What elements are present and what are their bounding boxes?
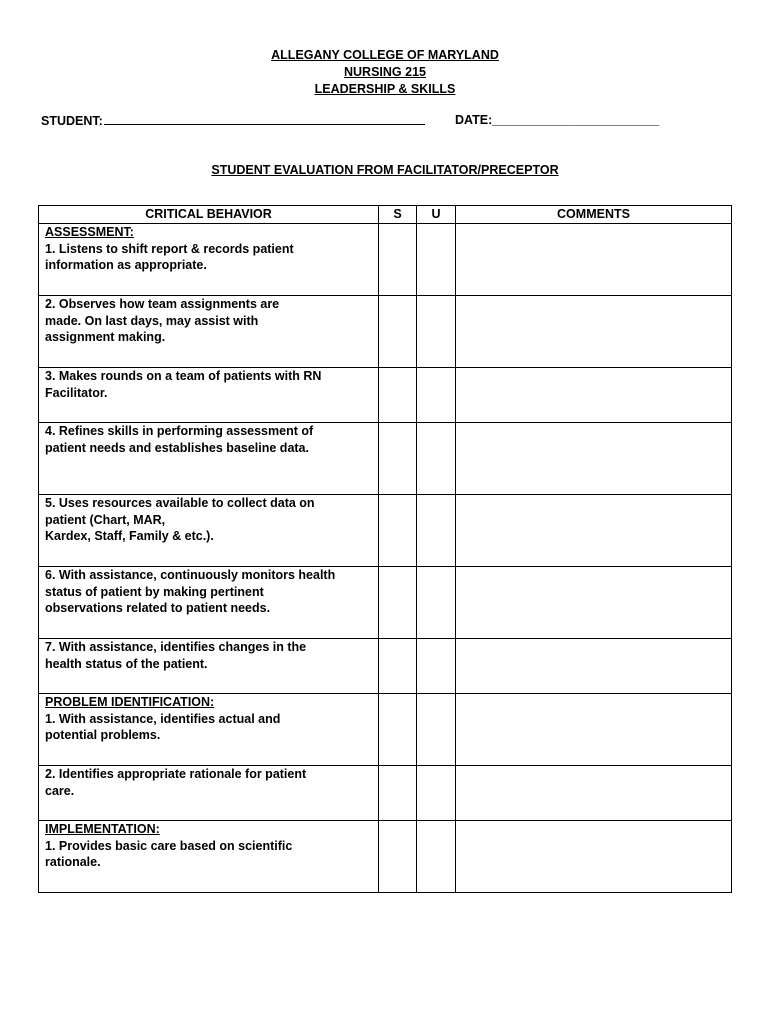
behavior-text: 1. Provides basic care based on scientific rationale. (45, 838, 293, 869)
s-cell[interactable] (379, 368, 417, 423)
s-cell[interactable] (379, 495, 417, 567)
document-header (0, 47, 770, 98)
comments-header: COMMENTS (456, 206, 732, 224)
s-cell[interactable] (379, 639, 417, 694)
u-cell[interactable] (417, 368, 456, 423)
critical-behavior-cell (39, 368, 379, 423)
s-cell[interactable] (379, 296, 417, 368)
behavior-text: 3. Makes rounds on a team of patients with RN Facilitator. (45, 369, 322, 400)
student-blank-line[interactable] (104, 113, 425, 125)
critical-behavior-cell (39, 766, 379, 821)
form-title: STUDENT EVALUATION FROM FACILITATOR/PRECEPTOR (211, 163, 559, 177)
table-row (39, 296, 732, 368)
date-label: DATE: (455, 113, 493, 127)
u-cell[interactable] (417, 423, 456, 495)
comments-cell[interactable] (456, 423, 732, 495)
critical-behavior-cell (39, 821, 379, 893)
u-cell[interactable] (417, 766, 456, 821)
comments-cell[interactable] (456, 766, 732, 821)
table-row (39, 567, 732, 639)
critical-behavior-cell (39, 639, 379, 694)
comments-cell[interactable] (456, 821, 732, 893)
u-cell[interactable] (417, 821, 456, 893)
comments-cell[interactable] (456, 495, 732, 567)
evaluation-table (38, 205, 732, 893)
behavior-text: 5. Uses resources available to collect data on patient (Chart, MAR, Kardex, Staff, Family & etc.). (45, 496, 315, 543)
s-cell[interactable] (379, 694, 417, 766)
critical-behavior-cell (39, 224, 379, 296)
table-row (39, 821, 732, 893)
behavior-text: 7. With assistance, identifies changes in the health status of the patient. (45, 640, 307, 671)
course-name: NURSING 215 (344, 65, 426, 79)
date-blank-line[interactable]: ________________________ (492, 113, 660, 127)
behavior-text: 2. Observes how team assignments are made. On last days, may assist with assignment making. (45, 297, 280, 344)
u-cell[interactable] (417, 224, 456, 296)
behavior-text: 2. Identifies appropriate rationale for patient care. (45, 767, 307, 798)
behavior-text: 1. With assistance, identifies actual and potential problems. (45, 711, 281, 742)
table-row (39, 639, 732, 694)
date-field (455, 113, 659, 127)
critical-behavior-cell (39, 423, 379, 495)
table-row (39, 368, 732, 423)
critical-behavior-cell (39, 296, 379, 368)
s-cell[interactable] (379, 224, 417, 296)
comments-cell[interactable] (456, 224, 732, 296)
u-header: U (417, 206, 456, 224)
table-row (39, 694, 732, 766)
s-header: S (379, 206, 417, 224)
behavior-text: 1. Listens to shift report & records patient information as appropriate. (45, 241, 294, 272)
course-subtitle: LEADERSHIP & SKILLS (314, 82, 456, 96)
section-heading: ASSESSMENT: (45, 225, 134, 239)
s-cell[interactable] (379, 423, 417, 495)
critical-behavior-cell (39, 495, 379, 567)
critical-behavior-cell (39, 694, 379, 766)
table-row (39, 224, 732, 296)
college-name: ALLEGANY COLLEGE OF MARYLAND (271, 48, 499, 62)
behavior-text: 6. With assistance, continuously monitors health status of patient by making pertinent observations related to patient needs. (45, 568, 336, 615)
critical-behavior-header: CRITICAL BEHAVIOR (39, 206, 379, 224)
comments-cell[interactable] (456, 296, 732, 368)
table-row (39, 766, 732, 821)
s-cell[interactable] (379, 766, 417, 821)
comments-cell[interactable] (456, 368, 732, 423)
behavior-text: 4. Refines skills in performing assessment of patient needs and establishes baseline data. (45, 424, 314, 455)
u-cell[interactable] (417, 296, 456, 368)
critical-behavior-cell (39, 567, 379, 639)
section-heading: IMPLEMENTATION: (45, 822, 160, 836)
table-row (39, 423, 732, 495)
comments-cell[interactable] (456, 567, 732, 639)
section-heading: PROBLEM IDENTIFICATION: (45, 695, 215, 709)
comments-cell[interactable] (456, 639, 732, 694)
u-cell[interactable] (417, 495, 456, 567)
table-row (39, 495, 732, 567)
student-field (41, 113, 425, 128)
u-cell[interactable] (417, 694, 456, 766)
s-cell[interactable] (379, 567, 417, 639)
s-cell[interactable] (379, 821, 417, 893)
u-cell[interactable] (417, 639, 456, 694)
comments-cell[interactable] (456, 694, 732, 766)
u-cell[interactable] (417, 567, 456, 639)
table-header-row (39, 206, 732, 224)
student-label: STUDENT: (41, 114, 103, 128)
